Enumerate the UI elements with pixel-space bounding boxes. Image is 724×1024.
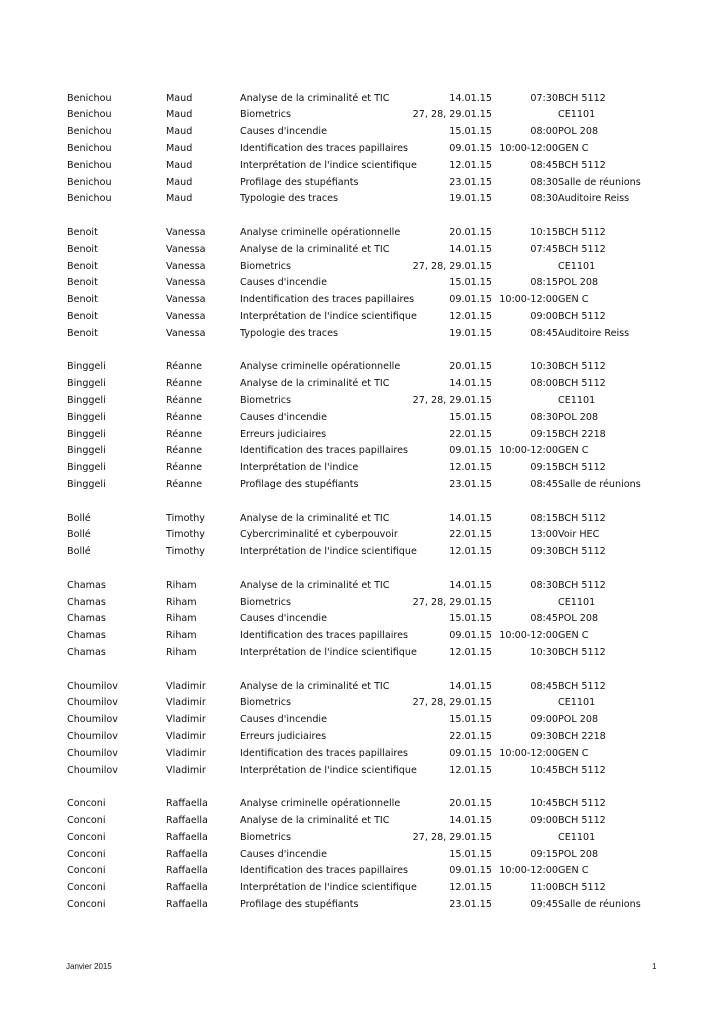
last-name-cell: Choumilov (67, 680, 118, 692)
table-row (0, 359, 724, 375)
time-cell: 08:00 (530, 378, 558, 390)
table-row (0, 880, 724, 896)
time-cell: 08:45 (530, 159, 558, 171)
time-cell: 08:15 (530, 512, 558, 524)
date-cell: 22.01.15 (449, 730, 492, 742)
course-cell: Profilage des stupéfiants (240, 478, 359, 490)
room-cell: BCH 5112 (558, 764, 606, 776)
date-cell: 20.01.15 (449, 361, 492, 373)
room-cell: CE1101 (558, 109, 596, 121)
date-cell: 09.01.15 (449, 294, 492, 306)
last-name-cell: Benoit (67, 294, 98, 306)
first-name-cell: Raffaella (166, 898, 208, 910)
course-cell: Indentification des traces papillaires (240, 294, 415, 306)
last-name-cell: Benoit (67, 327, 98, 339)
date-cell: 14.01.15 (449, 512, 492, 524)
first-name-cell: Vanessa (166, 260, 206, 272)
room-cell: BCH 5112 (558, 159, 606, 171)
date-cell: 19.01.15 (449, 193, 492, 205)
course-cell: Analyse de la criminalité et TIC (240, 378, 390, 390)
table-row (0, 578, 724, 594)
room-cell: POL 208 (558, 411, 599, 423)
date-cell: 12.01.15 (449, 159, 492, 171)
room-cell: CE1101 (558, 697, 596, 709)
room-cell: POL 208 (558, 848, 599, 860)
last-name-cell: Conconi (67, 848, 106, 860)
first-name-cell: Vladimir (166, 747, 206, 759)
last-name-cell: Chamas (67, 630, 106, 642)
first-name-cell: Réanne (166, 478, 203, 490)
last-name-cell: Binggeli (67, 445, 106, 457)
time-cell: 09:45 (530, 898, 558, 910)
table-row (0, 275, 724, 291)
table-row (0, 410, 724, 426)
room-cell: GEN C (558, 445, 589, 457)
date-cell: 12.01.15 (449, 882, 492, 894)
first-name-cell: Raffaella (166, 831, 208, 843)
first-name-cell: Riham (166, 646, 197, 658)
time-cell: 08:45 (530, 327, 558, 339)
first-name-cell: Vanessa (166, 226, 206, 238)
table-row (0, 595, 724, 611)
date-cell: 23.01.15 (449, 898, 492, 910)
first-name-cell: Vladimir (166, 764, 206, 776)
room-cell: BCH 5112 (558, 882, 606, 894)
time-cell: 08:00 (530, 126, 558, 138)
time-cell: 09:00 (530, 310, 558, 322)
first-name-cell: Raffaella (166, 814, 208, 826)
time-cell: 08:30 (530, 579, 558, 591)
last-name-cell: Conconi (67, 898, 106, 910)
room-cell: BCH 5112 (558, 310, 606, 322)
course-cell: Analyse de la criminalité et TIC (240, 512, 390, 524)
room-cell: GEN C (558, 142, 589, 154)
date-cell: 20.01.15 (449, 226, 492, 238)
last-name-cell: Benichou (67, 142, 112, 154)
course-cell: Interprétation de l'indice scientifique (240, 646, 417, 658)
time-cell: 10:00-12:00 (499, 865, 558, 877)
time-cell: 10:30 (530, 361, 558, 373)
last-name-cell: Benichou (67, 126, 112, 138)
first-name-cell: Réanne (166, 428, 203, 440)
course-cell: Causes d'incendie (240, 126, 327, 138)
first-name-cell: Maud (166, 142, 193, 154)
time-cell: 10:45 (530, 764, 558, 776)
time-cell: 10:00-12:00 (499, 747, 558, 759)
course-cell: Analyse de la criminalité et TIC (240, 579, 390, 591)
last-name-cell: Conconi (67, 814, 106, 826)
first-name-cell: Maud (166, 126, 193, 138)
room-cell: BCH 5112 (558, 92, 606, 104)
course-cell: Analyse de la criminalité et TIC (240, 92, 390, 104)
table-row (0, 292, 724, 308)
room-cell: CE1101 (558, 394, 596, 406)
date-cell: 09.01.15 (449, 142, 492, 154)
course-cell: Analyse criminelle opérationnelle (240, 361, 401, 373)
table-row (0, 326, 724, 342)
time-cell: 10:45 (530, 798, 558, 810)
course-cell: Interprétation de l'indice scientifique (240, 159, 417, 171)
course-cell: Analyse de la criminalité et TIC (240, 243, 390, 255)
date-cell: 15.01.15 (449, 126, 492, 138)
date-cell: 09.01.15 (449, 747, 492, 759)
first-name-cell: Raffaella (166, 865, 208, 877)
time-cell: 08:45 (530, 478, 558, 490)
date-cell: 27, 28, 29.01.15 (412, 394, 492, 406)
course-cell: Interprétation de l'indice scientifique (240, 764, 417, 776)
first-name-cell: Réanne (166, 361, 203, 373)
room-cell: BCH 5112 (558, 512, 606, 524)
course-cell: Profilage des stupéfiants (240, 898, 359, 910)
first-name-cell: Réanne (166, 445, 203, 457)
date-cell: 27, 28, 29.01.15 (412, 260, 492, 272)
room-cell: BCH 5112 (558, 798, 606, 810)
last-name-cell: Benichou (67, 109, 112, 121)
first-name-cell: Maud (166, 159, 193, 171)
course-cell: Identification des traces papillaires (240, 747, 409, 759)
last-name-cell: Choumilov (67, 764, 118, 776)
course-cell: Identification des traces papillaires (240, 445, 409, 457)
room-cell: BCH 5112 (558, 378, 606, 390)
last-name-cell: Chamas (67, 596, 106, 608)
course-cell: Biometrics (240, 596, 292, 608)
first-name-cell: Riham (166, 630, 197, 642)
course-cell: Typologie des traces (240, 327, 339, 339)
room-cell: BCH 5112 (558, 226, 606, 238)
last-name-cell: Binggeli (67, 378, 106, 390)
date-cell: 20.01.15 (449, 798, 492, 810)
date-cell: 14.01.15 (449, 680, 492, 692)
table-row (0, 830, 724, 846)
time-cell: 09:15 (530, 462, 558, 474)
course-cell: Analyse de la criminalité et TIC (240, 680, 390, 692)
course-cell: Interprétation de l'indice scientifique (240, 310, 417, 322)
table-row (0, 376, 724, 392)
last-name-cell: Benoit (67, 260, 98, 272)
table-row (0, 729, 724, 745)
first-name-cell: Timothy (166, 529, 205, 541)
room-cell: POL 208 (558, 277, 599, 289)
time-cell: 10:00-12:00 (499, 630, 558, 642)
table-row (0, 309, 724, 325)
time-cell: 09:30 (530, 546, 558, 558)
time-cell: 07:45 (530, 243, 558, 255)
time-cell: 08:45 (530, 680, 558, 692)
first-name-cell: Vanessa (166, 310, 206, 322)
last-name-cell: Conconi (67, 831, 106, 843)
course-cell: Causes d'incendie (240, 714, 327, 726)
table-row (0, 225, 724, 241)
date-cell: 15.01.15 (449, 613, 492, 625)
date-cell: 19.01.15 (449, 327, 492, 339)
course-cell: Causes d'incendie (240, 613, 327, 625)
table-row (0, 511, 724, 527)
date-cell: 22.01.15 (449, 529, 492, 541)
course-cell: Causes d'incendie (240, 848, 327, 860)
table-row (0, 91, 724, 107)
last-name-cell: Choumilov (67, 730, 118, 742)
first-name-cell: Riham (166, 613, 197, 625)
table-row (0, 712, 724, 728)
table-row (0, 645, 724, 661)
table-row (0, 527, 724, 543)
course-cell: Interprétation de l'indice scientifique (240, 546, 417, 558)
table-row (0, 679, 724, 695)
course-cell: Interprétation de l'indice (240, 462, 359, 474)
table-row (0, 847, 724, 863)
time-cell: 10:00-12:00 (499, 142, 558, 154)
table-row (0, 477, 724, 493)
room-cell: GEN C (558, 294, 589, 306)
table-row (0, 863, 724, 879)
room-cell: BCH 2218 (558, 730, 606, 742)
last-name-cell: Bollé (67, 512, 91, 524)
first-name-cell: Vanessa (166, 277, 206, 289)
last-name-cell: Bollé (67, 529, 91, 541)
last-name-cell: Conconi (67, 865, 106, 877)
last-name-cell: Choumilov (67, 747, 118, 759)
course-cell: Causes d'incendie (240, 411, 327, 423)
table-row (0, 393, 724, 409)
course-cell: Typologie des traces (240, 193, 339, 205)
last-name-cell: Benichou (67, 159, 112, 171)
last-name-cell: Benoit (67, 310, 98, 322)
time-cell: 08:30 (530, 411, 558, 423)
first-name-cell: Maud (166, 109, 193, 121)
table-row (0, 460, 724, 476)
first-name-cell: Vladimir (166, 697, 206, 709)
first-name-cell: Timothy (166, 512, 205, 524)
first-name-cell: Vanessa (166, 327, 206, 339)
last-name-cell: Binggeli (67, 478, 106, 490)
last-name-cell: Chamas (67, 579, 106, 591)
first-name-cell: Raffaella (166, 798, 208, 810)
first-name-cell: Raffaella (166, 882, 208, 894)
first-name-cell: Réanne (166, 394, 203, 406)
course-cell: Biometrics (240, 394, 292, 406)
last-name-cell: Benoit (67, 243, 98, 255)
table-row (0, 813, 724, 829)
room-cell: Auditoire Reiss (558, 193, 630, 205)
table-row (0, 897, 724, 913)
first-name-cell: Riham (166, 579, 197, 591)
date-cell: 23.01.15 (449, 176, 492, 188)
last-name-cell: Binggeli (67, 394, 106, 406)
time-cell: 10:30 (530, 646, 558, 658)
time-cell: 09:00 (530, 814, 558, 826)
room-cell: GEN C (558, 630, 589, 642)
table-row (0, 107, 724, 123)
first-name-cell: Raffaella (166, 848, 208, 860)
date-cell: 15.01.15 (449, 277, 492, 289)
room-cell: BCH 5112 (558, 646, 606, 658)
date-cell: 15.01.15 (449, 411, 492, 423)
table-row (0, 242, 724, 258)
time-cell: 09:00 (530, 714, 558, 726)
date-cell: 12.01.15 (449, 310, 492, 322)
last-name-cell: Binggeli (67, 462, 106, 474)
last-name-cell: Benichou (67, 176, 112, 188)
course-cell: Cybercriminalité et cyberpouvoir (240, 529, 398, 541)
course-cell: Biometrics (240, 109, 292, 121)
time-cell: 10:15 (530, 226, 558, 238)
last-name-cell: Conconi (67, 882, 106, 894)
date-cell: 12.01.15 (449, 462, 492, 474)
time-cell: 08:30 (530, 176, 558, 188)
table-row (0, 427, 724, 443)
time-cell: 13:00 (530, 529, 558, 541)
table-row (0, 695, 724, 711)
first-name-cell: Réanne (166, 411, 203, 423)
table-row (0, 628, 724, 644)
first-name-cell: Vladimir (166, 730, 206, 742)
time-cell: 10:00-12:00 (499, 294, 558, 306)
first-name-cell: Réanne (166, 378, 203, 390)
room-cell: Auditoire Reiss (558, 327, 630, 339)
table-row (0, 746, 724, 762)
first-name-cell: Vladimir (166, 714, 206, 726)
last-name-cell: Binggeli (67, 361, 106, 373)
time-cell: 09:30 (530, 730, 558, 742)
time-cell: 09:15 (530, 848, 558, 860)
date-cell: 15.01.15 (449, 714, 492, 726)
time-cell: 08:15 (530, 277, 558, 289)
room-cell: BCH 5112 (558, 579, 606, 591)
time-cell: 07:30 (530, 92, 558, 104)
first-name-cell: Maud (166, 92, 193, 104)
first-name-cell: Timothy (166, 546, 205, 558)
date-cell: 14.01.15 (449, 243, 492, 255)
first-name-cell: Maud (166, 176, 193, 188)
room-cell: POL 208 (558, 714, 599, 726)
course-cell: Profilage des stupéfiants (240, 176, 359, 188)
date-cell: 27, 28, 29.01.15 (412, 831, 492, 843)
room-cell: CE1101 (558, 831, 596, 843)
footer-month: Janvier 2015 (66, 962, 112, 971)
room-cell: Salle de réunions (558, 176, 641, 188)
room-cell: BCH 5112 (558, 680, 606, 692)
time-cell: 08:30 (530, 193, 558, 205)
time-cell: 09:15 (530, 428, 558, 440)
date-cell: 09.01.15 (449, 630, 492, 642)
first-name-cell: Riham (166, 596, 197, 608)
course-cell: Analyse criminelle opérationnelle (240, 226, 401, 238)
time-cell: 08:45 (530, 613, 558, 625)
room-cell: CE1101 (558, 260, 596, 272)
first-name-cell: Réanne (166, 462, 203, 474)
last-name-cell: Chamas (67, 613, 106, 625)
last-name-cell: Binggeli (67, 411, 106, 423)
last-name-cell: Benoit (67, 226, 98, 238)
course-cell: Causes d'incendie (240, 277, 327, 289)
room-cell: BCH 5112 (558, 814, 606, 826)
last-name-cell: Benichou (67, 92, 112, 104)
table-row (0, 611, 724, 627)
table-row (0, 443, 724, 459)
course-cell: Biometrics (240, 260, 292, 272)
date-cell: 14.01.15 (449, 579, 492, 591)
room-cell: Salle de réunions (558, 898, 641, 910)
date-cell: 14.01.15 (449, 92, 492, 104)
room-cell: BCH 2218 (558, 428, 606, 440)
course-cell: Interprétation de l'indice scientifique (240, 882, 417, 894)
course-cell: Identification des traces papillaires (240, 630, 409, 642)
date-cell: 14.01.15 (449, 378, 492, 390)
first-name-cell: Vanessa (166, 243, 206, 255)
room-cell: BCH 5112 (558, 546, 606, 558)
room-cell: BCH 5112 (558, 243, 606, 255)
room-cell: BCH 5112 (558, 462, 606, 474)
course-cell: Erreurs judiciaires (240, 730, 327, 742)
page-number: 1 (652, 962, 657, 971)
last-name-cell: Binggeli (67, 428, 106, 440)
table-row (0, 158, 724, 174)
last-name-cell: Choumilov (67, 697, 118, 709)
room-cell: GEN C (558, 865, 589, 877)
date-cell: 15.01.15 (449, 848, 492, 860)
last-name-cell: Benoit (67, 277, 98, 289)
table-row (0, 141, 724, 157)
last-name-cell: Chamas (67, 646, 106, 658)
course-cell: Erreurs judiciaires (240, 428, 327, 440)
date-cell: 12.01.15 (449, 646, 492, 658)
last-name-cell: Bollé (67, 546, 91, 558)
date-cell: 09.01.15 (449, 865, 492, 877)
date-cell: 22.01.15 (449, 428, 492, 440)
date-cell: 27, 28, 29.01.15 (412, 596, 492, 608)
table-row (0, 763, 724, 779)
room-cell: POL 208 (558, 613, 599, 625)
first-name-cell: Vanessa (166, 294, 206, 306)
date-cell: 27, 28, 29.01.15 (412, 109, 492, 121)
course-cell: Identification des traces papillaires (240, 142, 409, 154)
room-cell: BCH 5112 (558, 361, 606, 373)
room-cell: GEN C (558, 747, 589, 759)
time-cell: 11:00 (530, 882, 558, 894)
table-row (0, 796, 724, 812)
table-row (0, 175, 724, 191)
room-cell: POL 208 (558, 126, 599, 138)
first-name-cell: Vladimir (166, 680, 206, 692)
date-cell: 12.01.15 (449, 764, 492, 776)
room-cell: Voir HEC (558, 529, 600, 541)
table-row (0, 259, 724, 275)
last-name-cell: Benichou (67, 193, 112, 205)
time-cell: 10:00-12:00 (499, 445, 558, 457)
course-cell: Biometrics (240, 831, 292, 843)
course-cell: Identification des traces papillaires (240, 865, 409, 877)
first-name-cell: Maud (166, 193, 193, 205)
date-cell: 12.01.15 (449, 546, 492, 558)
last-name-cell: Conconi (67, 798, 106, 810)
date-cell: 14.01.15 (449, 814, 492, 826)
date-cell: 09.01.15 (449, 445, 492, 457)
room-cell: CE1101 (558, 596, 596, 608)
course-cell: Analyse criminelle opérationnelle (240, 798, 401, 810)
date-cell: 27, 28, 29.01.15 (412, 697, 492, 709)
table-row (0, 544, 724, 560)
room-cell: Salle de réunions (558, 478, 641, 490)
table-row (0, 191, 724, 207)
last-name-cell: Choumilov (67, 714, 118, 726)
course-cell: Biometrics (240, 697, 292, 709)
date-cell: 23.01.15 (449, 478, 492, 490)
course-cell: Analyse de la criminalité et TIC (240, 814, 390, 826)
table-row (0, 124, 724, 140)
